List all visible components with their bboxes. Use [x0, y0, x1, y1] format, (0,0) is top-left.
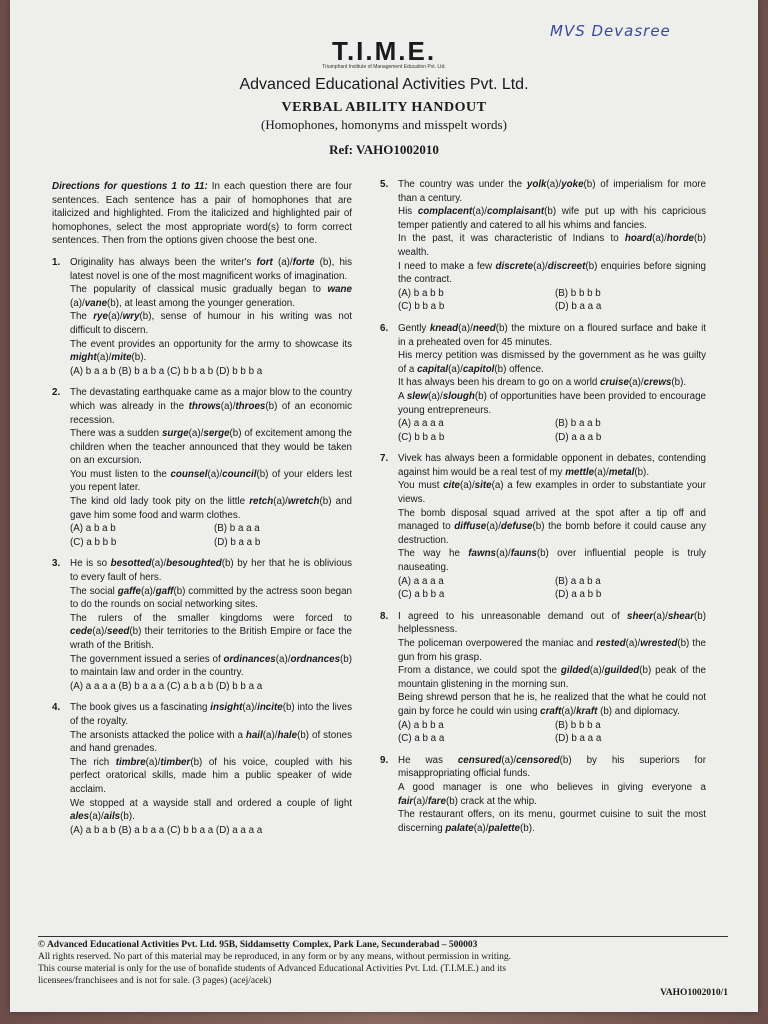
question-sentence — [70, 338, 352, 365]
answer-options — [398, 719, 706, 746]
answer-options: (A) a b a b (B) a b a a (C) b b a a (D) a a a a — [70, 824, 263, 836]
homophone-a: knead — [429, 322, 459, 334]
sentence-text: (a)/ — [272, 256, 293, 268]
homophone-b: defuse — [500, 521, 533, 533]
left-column — [52, 180, 352, 845]
homophone-b: wrested — [640, 638, 678, 649]
sentence-text: (b), sense of humour in his writing was not difficult to discern. — [70, 311, 352, 336]
question-item — [380, 178, 706, 314]
sentence-text: The popularity of classical music gradually began to — [70, 284, 328, 296]
sentence-text: The government issued a series of — [70, 653, 224, 665]
homophone-b: mite — [111, 352, 132, 364]
sentence-text: (b) the mixture on a floured surface and bake it in a preheated oven for 45 minutes. — [398, 322, 707, 348]
sentence-text: From a distance, we could spot the — [398, 665, 561, 677]
sentence-text: (a)/ — [428, 390, 443, 402]
answer-option: (A) a b b a — [398, 719, 444, 731]
sentence-text: (a)/ — [448, 363, 463, 375]
homophone-a: discrete — [495, 260, 534, 272]
homophone-b: serge — [203, 428, 230, 440]
handwritten-name: MVS Devasree — [550, 22, 671, 40]
homophone-b: crews — [643, 377, 672, 389]
sentence-text: Vivek has always been a formidable opponent in debates, contending against him would be a real test of my — [398, 453, 706, 478]
question-sentence — [70, 612, 352, 653]
sentence-text: The arsonists attacked the police with a — [70, 729, 246, 741]
question-number: 2. — [52, 387, 61, 399]
reference-code: Ref: VAHO1002010 — [329, 142, 439, 157]
answer-options — [70, 522, 352, 549]
question-item — [380, 452, 706, 602]
homophone-a: yolk — [526, 179, 547, 190]
homophone-b: vane — [84, 297, 108, 309]
homophone-a: counsel — [170, 468, 208, 480]
sentence-text: (a)/ — [242, 702, 258, 714]
answer-option: (D) b a a b — [214, 536, 261, 548]
homophone-a: mettle — [565, 466, 595, 478]
answer-option: (B) b b b a — [555, 719, 601, 731]
sentence-text: (a)/ — [459, 480, 475, 492]
sentence-text: (b) over influential people is truly nauseating. — [398, 548, 706, 574]
answer-option: (B) b b b b — [555, 287, 601, 299]
sentence-text: (b) helplessness. — [398, 610, 706, 636]
sentence-text: (a)/ — [220, 400, 236, 412]
answer-option: (D) a a a b — [555, 431, 602, 443]
sentence-text: (a)/ — [561, 705, 577, 717]
question-item — [52, 557, 352, 693]
homophone-a: sheer — [627, 610, 654, 622]
question-number: 7. — [380, 453, 389, 465]
question-item — [52, 256, 352, 378]
question-sentence — [398, 452, 706, 479]
sentence-text: (a)/ — [458, 322, 473, 334]
homophone-b: incite — [257, 702, 283, 714]
question-sentence — [398, 260, 706, 287]
sentence-text: Gently — [398, 322, 430, 334]
sentence-text: I agreed to his unreasonable demand out of — [398, 610, 627, 622]
question-sentence — [398, 178, 706, 205]
homophone-a: fort — [256, 256, 273, 268]
homophone-a: cruise — [600, 377, 629, 389]
homophone-a: gaffe — [117, 585, 141, 597]
sentence-text: (b) and diplomacy. — [597, 705, 680, 717]
footer-divider — [38, 936, 728, 937]
question-number: 6. — [380, 322, 389, 334]
sentence-text: Being shrewd person that he is, he realized that the what he could not gain by force he could win using — [398, 692, 706, 717]
sentence-text: (b) wealth. — [398, 233, 706, 258]
homophone-b: complaisant — [486, 206, 545, 218]
question-sentence — [70, 797, 352, 824]
handout-subtitle: (Homophones, homonyms and misspelt words) — [261, 117, 507, 132]
answer-option: (A) a a a a — [398, 575, 444, 587]
homophone-b: seed — [107, 626, 130, 638]
question-item — [52, 386, 352, 549]
directions-text: In each question there are four sentences. Each sentence has a pair of homophones that are italicized and highlighted. From the italicized and highlighted pair of homophones, select the most appropriate word(s) to form correct sentences. Then from the options given choose the best one. — [52, 181, 352, 247]
question-sentence — [70, 427, 352, 468]
sentence-text: (b). — [671, 377, 687, 389]
handout-page — [10, 0, 758, 1012]
sentence-text: (b). — [634, 466, 650, 478]
homophone-a: insight — [210, 702, 243, 714]
question-sentence — [398, 808, 706, 835]
sentence-text: (b) to maintain law and order in the country. — [70, 653, 352, 679]
homophone-b: gaff — [155, 585, 174, 597]
footer-licensees: licensees/franchisees and is not for sale. (3 pages) (acej/acek) — [38, 976, 272, 986]
answer-option: (C) b b a b — [398, 301, 445, 313]
sentence-text: (a)/ — [275, 653, 291, 665]
sentence-text: The — [70, 311, 94, 323]
sentence-text: (b) and gave him some food and warm clothes. — [70, 496, 352, 521]
question-body — [70, 256, 352, 378]
company-name: Advanced Educational Activities Pvt. Ltd. — [239, 76, 529, 93]
sentence-text: (b), at least among the younger generation. — [107, 297, 295, 309]
sentence-text: It has always been his dream to go on a world — [398, 377, 601, 389]
homophone-b: kraft — [576, 705, 598, 717]
homophone-a: slew — [406, 390, 429, 402]
sentence-text: (b) of your elders lest you repent later. — [70, 468, 353, 494]
sentence-text: You must listen to the — [70, 468, 171, 480]
sentence-text: The kind old lady took pity on the little — [70, 496, 250, 508]
directions-lead: Directions for questions 1 to 11: — [52, 181, 208, 192]
sentence-text: (a)/ — [496, 548, 511, 560]
sentence-text: The country was under the — [398, 179, 527, 190]
question-sentence — [70, 729, 352, 756]
question-list-right — [380, 178, 706, 835]
answer-option: (D) a a b b — [555, 589, 602, 601]
homophone-a: retch — [249, 496, 274, 508]
question-sentence — [70, 256, 352, 283]
sentence-text: (a)/ — [140, 585, 156, 597]
homophone-a: rye — [93, 311, 108, 323]
question-body — [70, 701, 352, 837]
homophone-a: surge — [161, 428, 189, 440]
answer-option: (D) b a a a — [555, 301, 602, 313]
sentence-text: (b) of imperialism for more than a century. — [398, 179, 706, 204]
homophone-a: diffuse — [454, 521, 487, 533]
sentence-text: (a)/ — [207, 468, 223, 480]
answer-option: (C) a b b b — [70, 536, 117, 548]
question-sentence — [398, 637, 706, 664]
homophone-a: ordinances — [223, 653, 276, 665]
homophone-b: wretch — [287, 496, 320, 508]
answer-options: (A) a a a a (B) b a a a (C) a b a b (D) b b a a — [70, 680, 263, 692]
question-sentence — [398, 754, 706, 781]
question-sentence — [398, 507, 706, 548]
directions — [52, 180, 352, 248]
question-sentence — [398, 322, 706, 349]
sentence-text: (a)/ — [653, 610, 668, 622]
question-body — [398, 178, 706, 314]
sentence-text: (a)/ — [625, 638, 641, 649]
sentence-text: (b) the gun from his grasp. — [398, 638, 706, 663]
sentence-text: I need to make a few — [398, 260, 496, 272]
question-body — [70, 386, 352, 549]
homophone-b: fauns — [510, 548, 537, 560]
sentence-text: (a)/ — [594, 466, 609, 478]
homophone-b: palette — [488, 822, 520, 834]
sentence-text: (b) into the lives of the royalty. — [70, 702, 352, 727]
homophone-a: palate — [445, 822, 474, 834]
question-sentence — [398, 547, 706, 574]
question-sentence — [70, 310, 352, 337]
footer-usage: This course material is only for the use of bonafide students of Advanced Educational Activities Pvt. Ltd. (T.I.M.E.) and its — [38, 964, 507, 974]
sentence-text: (b) wife put up with his capricious temper patiently and catered to all his whims and fancies. — [398, 206, 707, 231]
sentence-text: You must — [398, 480, 444, 492]
homophone-a: wane — [327, 284, 352, 296]
sentence-text: The bomb disposal squad arrived at the spot after a tip off and managed to — [398, 507, 706, 533]
sentence-text: The devastating earthquake came as a major blow to the country which was already in the — [70, 387, 352, 412]
homophone-a: besotted — [110, 558, 152, 570]
sentence-text: (a)/ — [262, 729, 278, 741]
sentence-text: (a)/ — [589, 665, 605, 677]
sentence-text: The event provides an opportunity for the army to showcase its — [70, 338, 352, 350]
sentence-text: (b) offence. — [494, 363, 544, 375]
footer-page-code: VAHO1002010/1 — [660, 988, 728, 998]
sentence-text: (b). — [520, 822, 535, 834]
sentence-text: (a)/ — [546, 179, 562, 190]
sentence-text: (b) of stones and hand grenades. — [70, 729, 352, 755]
question-item — [380, 754, 706, 836]
sentence-text: The restaurant offers, on its menu, gourmet cuisine to suit the most discerning — [398, 809, 706, 834]
homophone-b: forte — [292, 256, 315, 268]
sentence-text: The book gives us a fascinating — [70, 702, 211, 714]
sentence-text: His mercy petition was dismissed by the government as he was guilty of a — [398, 350, 706, 375]
homophone-a: capital — [417, 363, 449, 375]
sentence-text: (a)/ — [70, 297, 85, 309]
sentence-text: (b), his latest novel is one of the most magnificent works of imagination. — [70, 256, 352, 282]
question-body — [398, 452, 706, 602]
question-sentence — [398, 232, 706, 259]
question-item — [380, 610, 706, 746]
answer-option: (C) b b a b — [398, 431, 445, 443]
sentence-text: The policeman overpowered the maniac and — [398, 638, 597, 649]
sentence-text: (a)/ — [96, 352, 112, 364]
handout-title: VERBAL ABILITY HANDOUT — [281, 100, 487, 115]
question-sentence — [398, 781, 706, 808]
sentence-text: (b) the bomb before it could cause any destruction. — [398, 521, 706, 546]
sentence-text: (b) of opportunities have been provided to encourage young entrepreneurs. — [398, 390, 706, 416]
sentence-text: (a) a few examples in order to substantiate your views. — [398, 480, 706, 506]
homophone-b: slough — [442, 390, 475, 402]
answer-option: (A) a b a b — [70, 523, 116, 535]
question-sentence — [70, 653, 352, 680]
homophone-b: site — [474, 480, 492, 492]
question-sentence — [398, 205, 706, 232]
answer-options — [398, 417, 706, 444]
question-sentence — [398, 479, 706, 506]
question-sentence — [70, 468, 352, 495]
question-sentence — [70, 495, 352, 522]
footer-copyright: © Advanced Educational Activities Pvt. Ltd. 95B, Siddamsetty Complex, Park Lane, Secunderabad – 500003 — [38, 940, 478, 950]
sentence-text: (a)/ — [472, 206, 487, 218]
answer-option: (C) a b a a — [398, 733, 445, 745]
question-sentence — [398, 691, 706, 718]
sentence-text: (a)/ — [486, 521, 501, 533]
homophone-b: fare — [427, 795, 446, 807]
right-column — [380, 178, 706, 843]
answer-option: (A) a a a a — [398, 418, 444, 430]
answer-option: (D) b a a a — [555, 733, 602, 745]
page-header — [10, 38, 758, 158]
answer-options — [398, 575, 706, 602]
sentence-text: His — [398, 206, 418, 218]
question-number: 3. — [52, 558, 61, 570]
sentence-text: (b) enquiries before signing the contract. — [398, 260, 706, 286]
sentence-text: In the past, it was characteristic of Indians to — [398, 233, 625, 245]
question-sentence — [70, 701, 352, 728]
homophone-b: shear — [667, 610, 695, 622]
homophone-b: throes — [235, 400, 266, 412]
homophone-b: discreet — [547, 260, 586, 272]
homophone-a: fawns — [468, 548, 496, 560]
question-list-left — [52, 256, 352, 837]
sentence-text: (b) of excitement among the children when the teacher announced that they would be taken on an excursion. — [70, 428, 352, 467]
sentence-text: (a)/ — [151, 558, 167, 570]
question-sentence — [70, 585, 352, 612]
homophone-a: fair — [398, 795, 414, 807]
homophone-a: gilded — [560, 665, 590, 677]
sentence-text: (a)/ — [652, 233, 667, 245]
question-item — [52, 701, 352, 837]
sentence-text: The rich — [70, 756, 116, 768]
homophone-a: cite — [443, 480, 460, 492]
sentence-text: (b) of an economic recession. — [70, 400, 352, 426]
time-logo: T.I.M.E. — [331, 36, 437, 66]
question-body — [70, 557, 352, 693]
sentence-text: (b) peak of the mountain glistening in the morning sun. — [398, 665, 706, 690]
question-number: 4. — [52, 702, 61, 714]
question-sentence — [70, 756, 352, 797]
question-number: 1. — [52, 256, 61, 268]
sentence-text: We stopped at a wayside stall and ordered a couple of light — [70, 797, 352, 809]
question-number: 8. — [380, 610, 389, 622]
homophone-a: hail — [245, 729, 263, 741]
sentence-text: (b) committed by the actress soon began to do the rounds on social networking sites. — [70, 585, 352, 611]
question-sentence — [70, 283, 352, 310]
question-item — [380, 322, 706, 444]
homophone-a: cede — [70, 626, 93, 638]
sentence-text: (b) by his superiors for misappropriating official funds. — [398, 754, 706, 780]
answer-option: (C) a b b a — [398, 589, 445, 601]
sentence-text: (a)/ — [533, 260, 548, 272]
sentence-text: (a)/ — [273, 496, 288, 508]
sentence-text: (b) their territories to the British Empire or face the wrath of the British. — [70, 626, 352, 651]
homophone-a: censured — [457, 754, 502, 766]
homophone-a: might — [70, 352, 97, 364]
sentence-text: (a)/ — [501, 754, 517, 766]
homophone-a: complacent — [417, 206, 473, 218]
sentence-text: A good manager is one who believes in giving everyone a — [398, 781, 706, 793]
homophone-a: hoard — [624, 233, 653, 245]
homophone-a: rested — [596, 638, 626, 649]
sentence-text: (a)/ — [145, 756, 161, 768]
question-number: 5. — [380, 179, 389, 190]
answer-option: (A) b a b b — [398, 287, 444, 299]
sentence-text: (a)/ — [413, 795, 428, 807]
sentence-text: (a)/ — [92, 626, 108, 638]
homophone-b: wry — [122, 311, 140, 323]
homophone-b: ails — [103, 811, 121, 823]
homophone-b: besoughted — [166, 558, 222, 570]
sentence-text: He is so — [70, 558, 111, 570]
sentence-text: (a)/ — [473, 822, 489, 834]
sentence-text: (b) of his voice, coupled with his perfect oratorical skills, made him a public speaker of wide acclaim. — [70, 756, 352, 795]
homophone-b: need — [472, 322, 496, 334]
homophone-b: yoke — [561, 179, 584, 190]
sentence-text: (b) crack at the whip. — [445, 795, 537, 807]
question-sentence — [398, 664, 706, 691]
homophone-b: hale — [277, 729, 298, 741]
homophone-b: horde — [666, 233, 695, 245]
homophone-a: ales — [70, 811, 90, 823]
homophone-b: ordnances — [290, 653, 341, 665]
sentence-text: He was — [398, 754, 458, 766]
question-sentence — [70, 386, 352, 427]
homophone-b: timber — [160, 756, 191, 768]
sentence-text: (b). — [120, 811, 135, 823]
homophone-b: capitol — [462, 363, 495, 375]
sentence-text: (b) by her that he is oblivious to every fault of hers. — [70, 558, 352, 584]
answer-options: (A) b a a b (B) b a b a (C) b b a b (D) b b b a — [70, 365, 263, 377]
homophone-b: metal — [608, 466, 635, 478]
sentence-text: (a)/ — [89, 811, 104, 823]
homophone-a: craft — [540, 705, 562, 717]
answer-options — [398, 287, 706, 314]
question-sentence — [398, 390, 706, 417]
homophone-b: council — [222, 468, 257, 480]
sentence-text: (a)/ — [188, 428, 204, 440]
sentence-text: The rulers of the smaller kingdoms were forced to — [70, 612, 352, 624]
sentence-text: There was a sudden — [70, 428, 162, 440]
homophone-a: timbre — [115, 756, 146, 768]
sentence-text: The way he — [398, 548, 469, 560]
sentence-text: A — [398, 390, 407, 402]
sentence-text: (a)/ — [107, 311, 123, 323]
homophone-b: guilded — [604, 665, 640, 677]
question-body — [398, 754, 706, 836]
sentence-text: Originality has always been the writer's — [70, 256, 257, 268]
page-footer — [38, 936, 728, 999]
question-sentence — [398, 610, 706, 637]
answer-option: (B) a a b a — [555, 575, 601, 587]
answer-option: (B) b a a b — [555, 418, 601, 430]
question-number: 9. — [380, 754, 389, 766]
homophone-a: throws — [188, 400, 221, 412]
sentence-text: (b). — [131, 352, 147, 364]
question-sentence — [398, 376, 706, 390]
answer-option: (B) b a a a — [214, 523, 260, 535]
sentence-text: (a)/ — [628, 377, 644, 389]
question-body — [398, 322, 706, 444]
homophone-b: censored — [516, 754, 560, 766]
question-sentence — [70, 557, 352, 584]
logo-tagline: Triumphant Institute of Management Education Pvt. Ltd. — [322, 64, 446, 70]
footer-rights: All rights reserved. No part of this material may be reproduced, in any form or by any means, without permission in writing. — [38, 952, 512, 962]
sentence-text: The social — [70, 585, 118, 597]
question-body — [398, 610, 706, 746]
question-sentence — [398, 349, 706, 376]
